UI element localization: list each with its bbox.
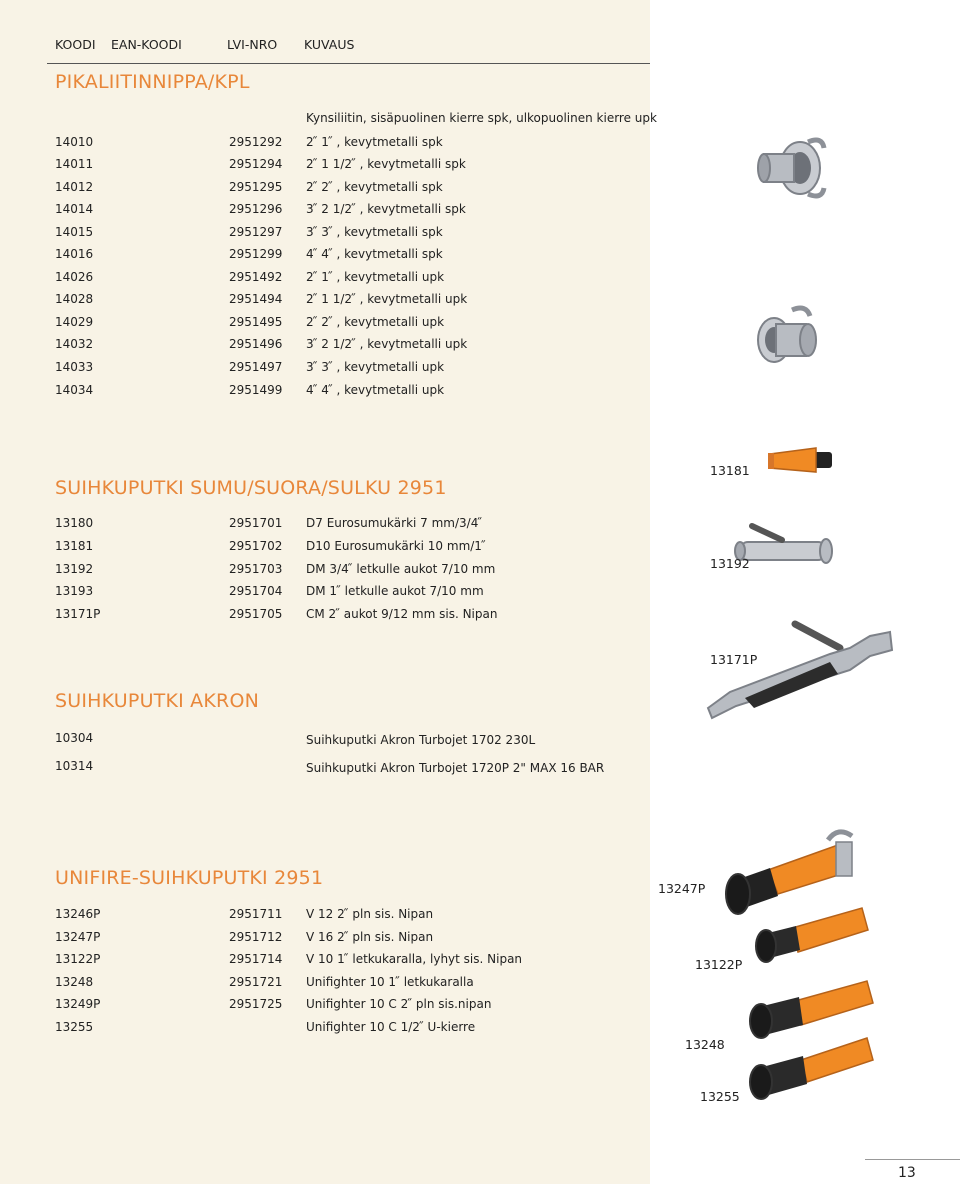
table-cell-kuvaus: DM 1 ̋ letkulle aukot 7/10 mm [306, 584, 484, 598]
table-cell-koodi: 13247P [55, 930, 101, 944]
table-cell-lvi: 2951701 [229, 516, 283, 530]
table-cell-kuvaus: V 10 1 ̋ letkukaralla, lyhyt sis. Nipan [306, 952, 523, 966]
table-cell-koodi: 13255 [55, 1020, 94, 1034]
section-title-akron: SUIHKUPUTKI AKRON [55, 690, 260, 712]
section-title-pikaliitin: PIKALIITINNIPPA/KPL [55, 71, 250, 93]
table-cell-koodi: 14026 [55, 270, 94, 284]
table-cell-koodi: 14016 [55, 247, 94, 261]
image-label-13181: 13181 [710, 463, 750, 478]
table-cell-lvi: 2951497 [229, 360, 283, 374]
header-divider [47, 63, 650, 64]
table-cell-koodi: 14015 [55, 225, 94, 239]
table-cell-lvi: 2951296 [229, 202, 283, 216]
table-cell-koodi: 14029 [55, 315, 94, 329]
table-cell-lvi: 2951294 [229, 157, 283, 171]
table-cell-koodi: 10304 [55, 731, 94, 745]
table-cell-kuvaus: V 12 2 ̋ pln sis. Nipan [306, 907, 434, 921]
table-cell-lvi: 2951714 [229, 952, 283, 966]
table-cell-lvi: 2951492 [229, 270, 283, 284]
table-cell-kuvaus: 2 ̋ 1 1/2 ̋ , kevytmetalli upk [306, 292, 468, 306]
table-cell-lvi: 2951702 [229, 539, 283, 553]
table-cell-lvi: 2951721 [229, 975, 283, 989]
table-cell-lvi: 2951711 [229, 907, 283, 921]
table-cell-koodi: 14012 [55, 180, 94, 194]
header-kuvaus: KUVAUS [304, 37, 355, 52]
image-label-13192: 13192 [710, 556, 750, 571]
table-cell-koodi: 14028 [55, 292, 94, 306]
table-cell-kuvaus: 2 ̋ 1 ̋ , kevytmetalli spk [306, 135, 443, 149]
table-cell-kuvaus: CM 2 ̋ aukot 9/12 mm sis. Nipan [306, 607, 498, 621]
table-cell-kuvaus: Unifighter 10 C 1/2 ̋ U-kierre [306, 1020, 476, 1034]
table-cell-koodi: 13122P [55, 952, 101, 966]
table-cell-kuvaus: 3 ̋ 2 1/2 ̋ , kevytmetalli upk [306, 337, 468, 351]
table-cell-kuvaus: 2 ̋ 1 ̋ , kevytmetalli upk [306, 270, 445, 284]
nozzle-13122p-image [752, 900, 872, 970]
table-cell-koodi: 13246P [55, 907, 101, 921]
table-cell-koodi: 14032 [55, 337, 94, 351]
table-cell-lvi: 2951297 [229, 225, 283, 239]
image-label-13248: 13248 [685, 1037, 725, 1052]
header-koodi: KOODI [55, 37, 96, 52]
table-cell-lvi: 2951712 [229, 930, 283, 944]
column-header [55, 37, 650, 57]
table-cell-lvi: 2951299 [229, 247, 283, 261]
table-cell-koodi: 14014 [55, 202, 94, 216]
table-cell-koodi: 13171P [55, 607, 101, 621]
table-cell-koodi: 13248 [55, 975, 94, 989]
table-cell-lvi: 2951496 [229, 337, 283, 351]
table-cell-kuvaus: D7 Eurosumukärki 7 mm/3/4 ̋ [306, 516, 483, 530]
table-cell-lvi: 2951704 [229, 584, 283, 598]
table-cell-koodi: 14033 [55, 360, 94, 374]
table-cell-lvi: 2951725 [229, 997, 283, 1011]
table-cell-koodi: 13249P [55, 997, 101, 1011]
coupling-male-image [752, 298, 832, 378]
table-cell-kuvaus: 2 ̋ 2 ̋ , kevytmetalli upk [306, 315, 445, 329]
table-cell-kuvaus: 4 ̋ 4 ̋ , kevytmetalli spk [306, 247, 443, 261]
table-cell-lvi: 2951705 [229, 607, 283, 621]
table-cell-kuvaus: 2 ̋ 2 ̋ , kevytmetalli spk [306, 180, 443, 194]
table-cell-koodi: 10314 [55, 759, 94, 773]
table-cell-koodi: 14034 [55, 383, 94, 397]
nozzle-13171p-image [700, 618, 895, 718]
table-cell-kuvaus: Suihkuputki Akron Turbojet 1720P 2" MAX 16 BAR [306, 761, 605, 775]
table-cell-kuvaus: 3 ̋ 3 ̋ , kevytmetalli spk [306, 225, 443, 239]
table-cell-kuvaus: Unifighter 10 C 2 ̋ pln sis.nipan [306, 997, 492, 1011]
table-cell-lvi: 2951703 [229, 562, 283, 576]
page-number: 13 [898, 1165, 916, 1181]
nozzle-13192-image [732, 520, 842, 590]
table-cell-lvi: 2951494 [229, 292, 283, 306]
image-label-13171p: 13171P [710, 652, 758, 667]
section-title-unifire: UNIFIRE-SUIHKUPUTKI 2951 [55, 867, 324, 889]
section-title-sumu: SUIHKUPUTKI SUMU/SUORA/SULKU 2951 [55, 477, 447, 499]
coupling-female-image [750, 128, 830, 208]
table-cell-kuvaus: Unifighter 10 1 ̋ letkukaralla [306, 975, 474, 989]
section-subtitle: Kynsiliitin, sisäpuolinen kierre spk, ulkopuolinen kierre upk [306, 111, 657, 125]
nozzle-13181-image [762, 440, 842, 485]
table-cell-koodi: 13180 [55, 516, 94, 530]
table-cell-kuvaus: Suihkuputki Akron Turbojet 1702 230L [306, 733, 536, 747]
table-cell-kuvaus: 3 ̋ 3 ̋ , kevytmetalli upk [306, 360, 445, 374]
image-label-13122p: 13122P [695, 957, 743, 972]
nozzle-13255-image [745, 1030, 875, 1110]
table-cell-koodi: 13181 [55, 539, 94, 553]
table-cell-kuvaus: 3 ̋ 2 1/2 ̋ , kevytmetalli spk [306, 202, 466, 216]
table-cell-koodi: 13192 [55, 562, 94, 576]
table-cell-koodi: 14010 [55, 135, 94, 149]
table-cell-lvi: 2951499 [229, 383, 283, 397]
header-lvi: LVI-NRO [227, 37, 278, 52]
image-label-13255: 13255 [700, 1089, 740, 1104]
table-cell-kuvaus: D10 Eurosumukärki 10 mm/1 ̋ [306, 539, 486, 553]
image-label-13247p: 13247P [658, 881, 706, 896]
table-cell-lvi: 2951495 [229, 315, 283, 329]
table-cell-koodi: 14011 [55, 157, 94, 171]
table-cell-koodi: 13193 [55, 584, 94, 598]
page-number-rule [865, 1159, 960, 1160]
table-cell-kuvaus: 4 ̋ 4 ̋ , kevytmetalli upk [306, 383, 445, 397]
table-cell-kuvaus: 2 ̋ 1 1/2 ̋ , kevytmetalli spk [306, 157, 466, 171]
table-cell-lvi: 2951295 [229, 180, 283, 194]
table-cell-lvi: 2951292 [229, 135, 283, 149]
table-cell-kuvaus: DM 3/4 ̋ letkulle aukot 7/10 mm [306, 562, 496, 576]
table-cell-kuvaus: V 16 2 ̋ pln sis. Nipan [306, 930, 434, 944]
header-ean: EAN-KOODI [111, 37, 182, 52]
